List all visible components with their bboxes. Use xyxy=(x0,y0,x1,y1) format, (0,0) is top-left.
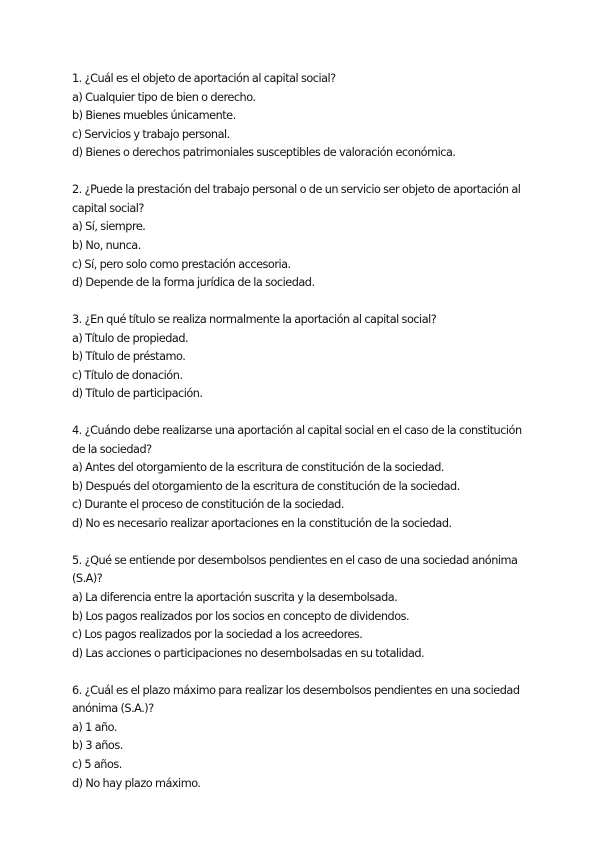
quiz-content xyxy=(72,70,522,811)
question-3 xyxy=(72,311,522,404)
option-a: a) La diferencia entre la aportación suscrita y la desembolsada. xyxy=(72,591,398,604)
question-4 xyxy=(72,422,522,534)
option-c: c) Los pagos realizados por la sociedad a los acreedores. xyxy=(72,628,363,642)
question-text: 5. ¿Qué se entiende por desembolsos pendientes en el caso de una sociedad anónima (S.A)? xyxy=(72,553,518,586)
option-b: b) No, nunca. xyxy=(72,238,141,252)
question-text: 3. ¿En qué título se realiza normalmente la aportación al capital social? xyxy=(72,312,437,326)
option-c: c) 5 años. xyxy=(72,757,122,771)
option-c: c) Sí, pero solo como prestación accesoria. xyxy=(72,257,291,271)
question-text: 6. ¿Cuál es el plazo máximo para realizar los desembolsos pendientes en una sociedad anónima (S.A.)? xyxy=(72,683,520,716)
option-d: d) Título de participación. xyxy=(72,387,203,401)
question-6 xyxy=(72,682,522,794)
option-a: a) Antes del otorgamiento de la escritura de constitución de la sociedad. xyxy=(72,461,445,475)
question-text: 4. ¿Cuándo debe realizarse una aportación al capital social en el caso de la constitución de la sociedad? xyxy=(72,424,522,456)
question-1 xyxy=(72,70,522,163)
option-a: a) Sí, siempre. xyxy=(72,220,146,234)
option-c: c) Título de donación. xyxy=(72,368,183,382)
option-b: b) Después del otorgamiento de la escritura de constitución de la sociedad. xyxy=(72,479,460,493)
option-b: b) Bienes muebles únicamente. xyxy=(72,109,236,123)
question-2 xyxy=(72,181,522,293)
option-c: c) Durante el proceso de constitución de la sociedad. xyxy=(72,498,344,512)
question-text: 1. ¿Cuál es el objeto de aportación al capital social? xyxy=(72,72,336,85)
option-d: d) No es necesario realizar aportaciones en la constitución de la sociedad. xyxy=(72,517,452,531)
question-5 xyxy=(72,552,522,664)
option-b: b) Los pagos realizados por los socios en concepto de dividendos. xyxy=(72,609,410,623)
option-b: b) 3 años. xyxy=(72,739,123,753)
option-d: d) No hay plazo máximo. xyxy=(72,776,201,790)
option-a: a) Cualquier tipo de bien o derecho. xyxy=(72,90,256,104)
option-a: a) Título de propiedad. xyxy=(72,331,189,345)
option-b: b) Título de préstamo. xyxy=(72,350,186,364)
option-d: d) Las acciones o participaciones no desembolsadas en su totalidad. xyxy=(72,646,425,660)
question-text: 2. ¿Puede la prestación del trabajo personal o de un servicio ser objeto de aportación al capital social? xyxy=(72,183,521,215)
option-d: d) Bienes o derechos patrimoniales susceptibles de valoración económica. xyxy=(72,146,456,160)
option-a: a) 1 año. xyxy=(72,720,117,734)
option-c: c) Servicios y trabajo personal. xyxy=(72,127,230,141)
option-d: d) Depende de la forma jurídica de la sociedad. xyxy=(72,276,315,290)
